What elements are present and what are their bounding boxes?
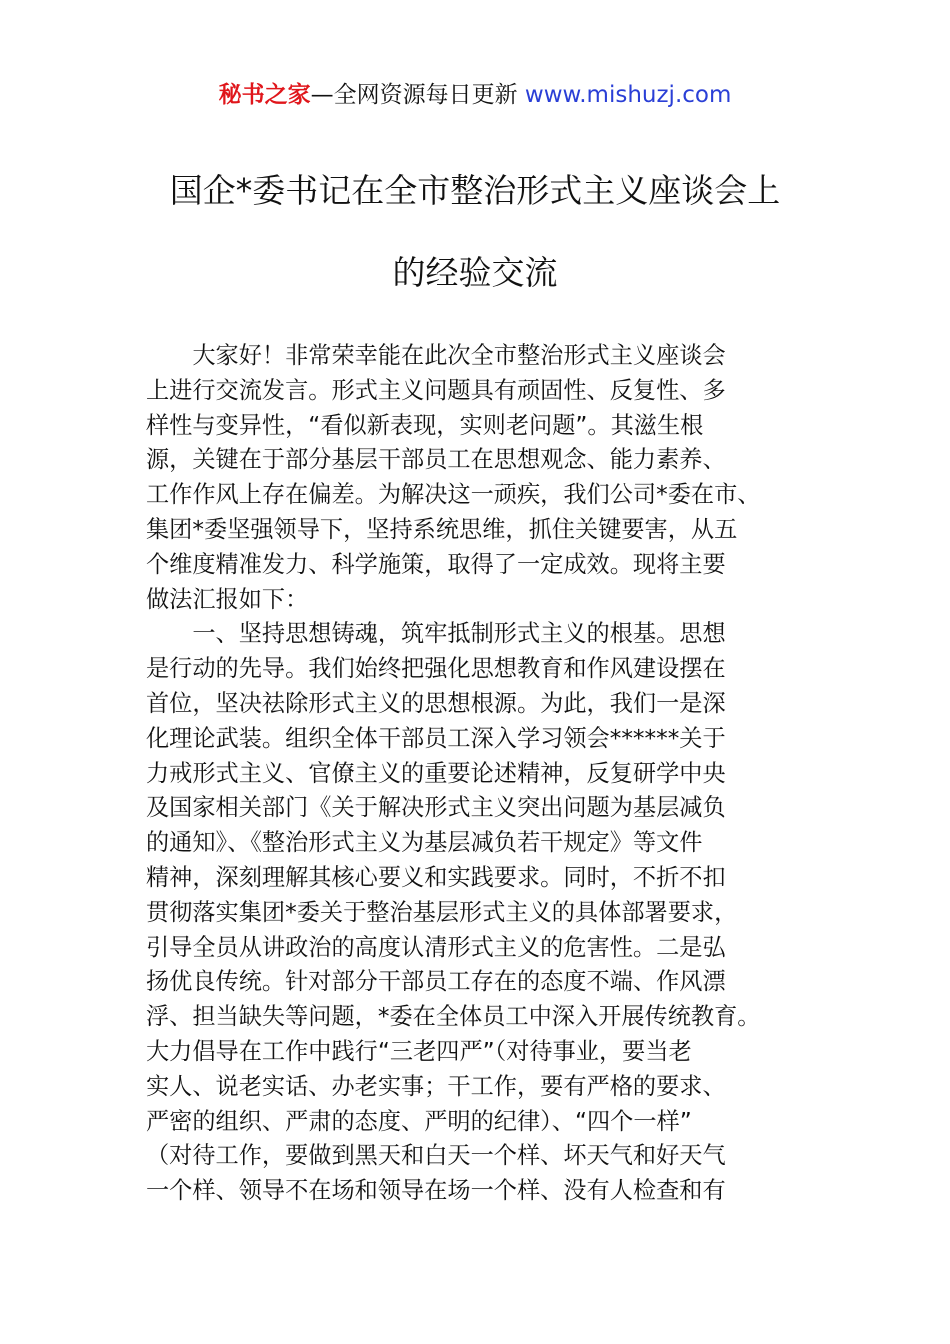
body-line: 工作作风上存在偏差。为解决这一顽疾，我们公司*委在市、 [146, 481, 761, 509]
body-line: 及国家相关部门《关于解决形式主义突出问题为基层减负 [146, 794, 726, 822]
document-body [146, 339, 836, 1209]
body-line: 扬优良传统。针对部分干部员工存在的态度不端、作风漂 [146, 968, 726, 996]
body-line: 一个样、领导不在场和领导在场一个样、没有人检查和有 [146, 1177, 726, 1205]
site-url-link[interactable]: www.mishuzj.com [524, 82, 732, 108]
body-line: 浮、担当缺失等问题，*委在全体员工中深入开展传统教育。 [146, 1003, 761, 1031]
body-line: 首位，坚决祛除形式主义的思想根源。为此，我们一是深 [146, 689, 726, 717]
body-line: 做法汇报如下： [146, 585, 309, 613]
body-line: 精神，深刻理解其核心要义和实践要求。同时，不折不扣 [146, 863, 726, 891]
body-line: 源，关键在于部分基层干部员工在思想观念、能力素养、 [146, 446, 726, 474]
body-line: 引导全员从讲政治的高度认清形式主义的危害性。二是弘 [146, 933, 726, 961]
body-line: 是行动的先导。我们始终把强化思想教育和作风建设摆在 [146, 655, 726, 683]
brand-name: 秘书之家 [218, 82, 311, 108]
site-header [0, 78, 950, 112]
body-line: （对待工作，要做到黑天和白天一个样、坏天气和好天气 [146, 1142, 726, 1170]
body-line: 化理论武装。组织全体干部员工深入学习领会******关于 [146, 724, 726, 752]
body-line: 的通知》、《整治形式主义为基层减负若干规定》等文件 [146, 829, 703, 857]
body-line: 上进行交流发言。形式主义问题具有顽固性、反复性、多 [146, 376, 726, 404]
body-line: 贯彻落实集团*委关于整治基层形式主义的具体部署要求， [146, 898, 738, 926]
body-line: 大力倡导在工作中践行“三老四严”（对待事业，要当老 [146, 1037, 692, 1065]
body-line: 大家好！非常荣幸能在此次全市整治形式主义座谈会 [146, 342, 726, 369]
body-line: 个维度精准发力、科学施策，取得了一定成效。现将主要 [146, 550, 726, 578]
body-line: 样性与变异性，“看似新表现，实则老问题”。其滋生根 [146, 411, 704, 439]
body-line: 集团*委坚强领导下，坚持系统思维，抓住关键要害，从五 [146, 515, 738, 543]
document-title [100, 150, 850, 314]
body-line: 严密的组织、严肃的态度、严明的纪律）、“四个一样” [146, 1107, 692, 1135]
body-line: 力戒形式主义、官僚主义的重要论述精神，反复研学中央 [146, 759, 726, 787]
title-line: 国企*委书记在全市整治形式主义座谈会上 [169, 171, 781, 210]
body-line: 实人、说老实话、办老实事；干工作，要有严格的要求、 [146, 1072, 726, 1100]
header-tagline: —全网资源每日更新 [310, 82, 525, 108]
title-line: 的经验交流 [392, 253, 558, 292]
body-line: 一、坚持思想铸魂，筑牢抵制形式主义的根基。思想 [146, 620, 726, 648]
